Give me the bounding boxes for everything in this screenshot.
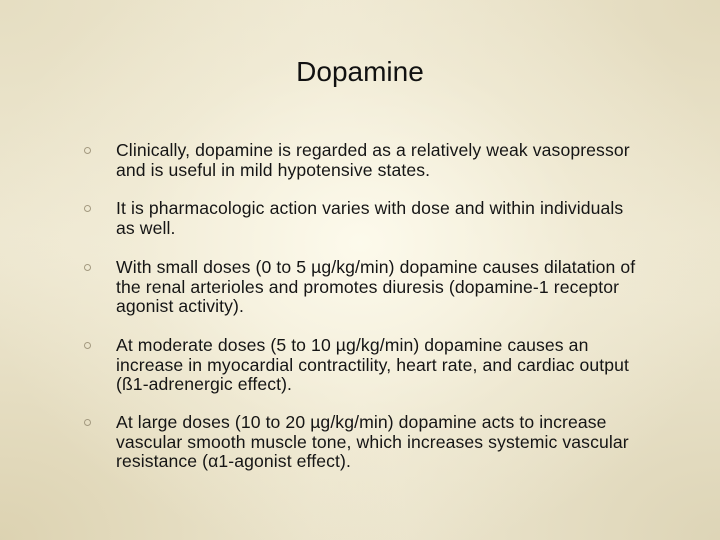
bullet-text: It is pharmacologic action varies with dose and within individuals as well. [116,198,624,238]
bullet-text: At large doses (10 to 20 µg/kg/min) dopamine acts to increase vascular smooth muscle tone, which increases systemic vascular resistance (α1-agonist effect). [116,412,629,471]
bullet-circle-icon [84,147,91,154]
bullet-text: With small doses (0 to 5 µg/kg/min) dopamine causes dilatation of the renal arterioles and promotes diuresis (dopamine-1 receptor agonist activity). [116,257,636,316]
bullet-circle-icon [84,205,91,212]
bullet-text: Clinically, dopamine is regarded as a relatively weak vasopressor and is useful in mild hypotensive states. [116,140,630,180]
bullet-text: At moderate doses (5 to 10 µg/kg/min) dopamine causes an increase in myocardial contractility, heart rate, and cardiac output (ß1-adrenergic effect). [116,335,630,394]
bullet-circle-icon [84,342,91,349]
bullet-circle-icon [84,264,91,271]
slide-title-text: Dopamine [296,56,424,87]
bullet-circle-icon [84,419,91,426]
